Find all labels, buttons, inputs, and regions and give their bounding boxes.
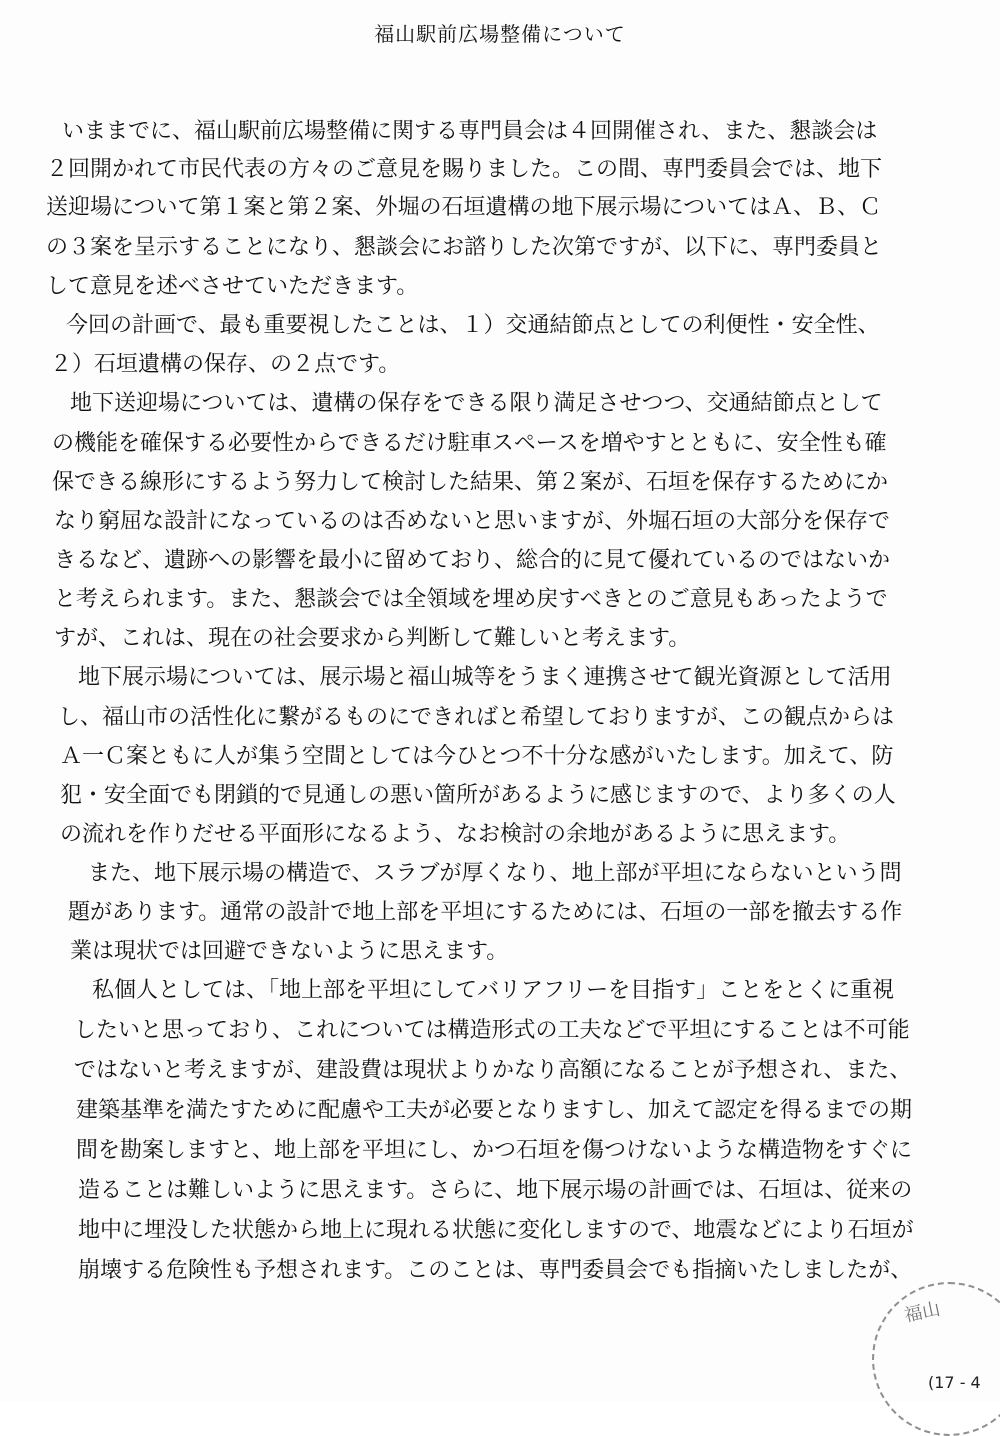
- text-line-1: いままでに、福山駅前広場整備に関する専門員会は４回開催され、また、懇談会は: [62, 119, 878, 144]
- text-line-5: して意見を述べさせていただきます。: [46, 274, 419, 299]
- text-line-23: 私個人としては、「地上部を平坦にしてバリアフリーを目指す」ことをとくに重視: [92, 978, 895, 1003]
- text-line-14: すが、これは、現在の社会要求から判断して難しいと考えます。: [54, 626, 691, 651]
- text-line-2: ２回開かれて市民代表の方々のご意見を賜りました。この間、専門委員会では、地下: [46, 157, 883, 182]
- text-line-24: したいと思っており、これについては構造形式の工夫などで平坦にすることは不可能: [74, 1018, 910, 1043]
- text-line-21: 題があります。通常の設計で地上部を平坦にするためには、石垣の一部を撤去する作: [68, 900, 903, 925]
- text-line-30: 崩壊する危険性も予想されます。このことは、専門委員会でも指摘いたしましたが、: [78, 1258, 913, 1283]
- text-line-7: ２）石垣遺構の保存、の２点です。: [50, 352, 401, 377]
- page-number: (17 - 4: [928, 1373, 981, 1392]
- text-line-22: 業は現状では回避できないように思えます。: [70, 939, 509, 964]
- text-line-18: 犯・安全面でも閉鎖的で見通しの悪い箇所があるように感じますので、より多くの人: [60, 783, 896, 808]
- text-line-29: 地中に埋没した状態から地上に現れる状態に変化しますので、地震などにより石垣が: [78, 1218, 914, 1243]
- text-line-26: 建築基準を満たすために配慮や工夫が必要となりますし、加えて認定を得るまでの期: [76, 1098, 913, 1123]
- document-title: 福山駅前広場整備について: [374, 22, 626, 46]
- text-line-4: の３案を呈示することになり、懇談会にお諮りした次第ですが、以下に、専門委員と: [46, 235, 883, 260]
- text-line-27: 間を勘案しますと、地上部を平坦にし、かつ石垣を傷つけないような構造物をすぐに: [76, 1138, 913, 1163]
- text-line-8: 地下送迎場については、遺構の保存をできる限り満足させつつ、交通結節点として: [70, 391, 883, 416]
- text-line-12: きるなど、遺跡への影響を最小に留めており、総合的に見て優れているのではないか: [54, 548, 891, 573]
- text-line-28: 造ることは難しいように思えます。さらに、地下展示場の計画では、石垣は、従来の: [78, 1178, 913, 1203]
- text-line-16: し、福山市の活性化に繋がるものにできればと希望しておりますが、この観点からは: [58, 705, 895, 730]
- receipt-stamp: [872, 1282, 1000, 1436]
- text-line-9: の機能を確保する必要性からできるだけ駐車スペースを増やすとともに、安全性も確: [52, 431, 887, 456]
- text-line-10: 保できる線形にするよう努力して検討した結果、第２案が、石垣を保存するためにか: [52, 470, 889, 495]
- text-line-11: なり窮屈な設計になっているのは否めないと思いますが、外堀石垣の大部分を保存で: [54, 509, 891, 534]
- text-line-15: 地下展示場については、展示場と福山城等をうまく連携させて観光資源として活用: [78, 665, 892, 690]
- text-line-6: 今回の計画で、最も重要視したことは、１）交通結節点としての利便性・安全性、: [66, 313, 880, 338]
- stamp-text: 福山: [902, 1298, 943, 1327]
- text-line-17: Ａ一Ｃ案ともに人が集う空間としては今ひとつ不十分な感がいたします。加えて、防: [60, 744, 894, 769]
- text-line-19: の流れを作りだせる平面形になるよう、なお検討の余地があるように思えます。: [60, 822, 851, 847]
- text-line-25: ではないと考えますが、建設費は現状よりかなり高額になることが予想され、また、: [74, 1058, 912, 1083]
- text-line-13: と考えられます。また、懇談会では全領域を埋め戻すべきとのご意見もあったようで: [54, 587, 888, 612]
- text-line-3: 送迎場について第１案と第２案、外堀の石垣遺構の地下展示場についてはＡ、Ｂ、Ｃ: [46, 195, 882, 220]
- text-line-20: また、地下展示場の構造で、スラブが厚くなり、地上部が平坦にならないという問: [88, 861, 902, 886]
